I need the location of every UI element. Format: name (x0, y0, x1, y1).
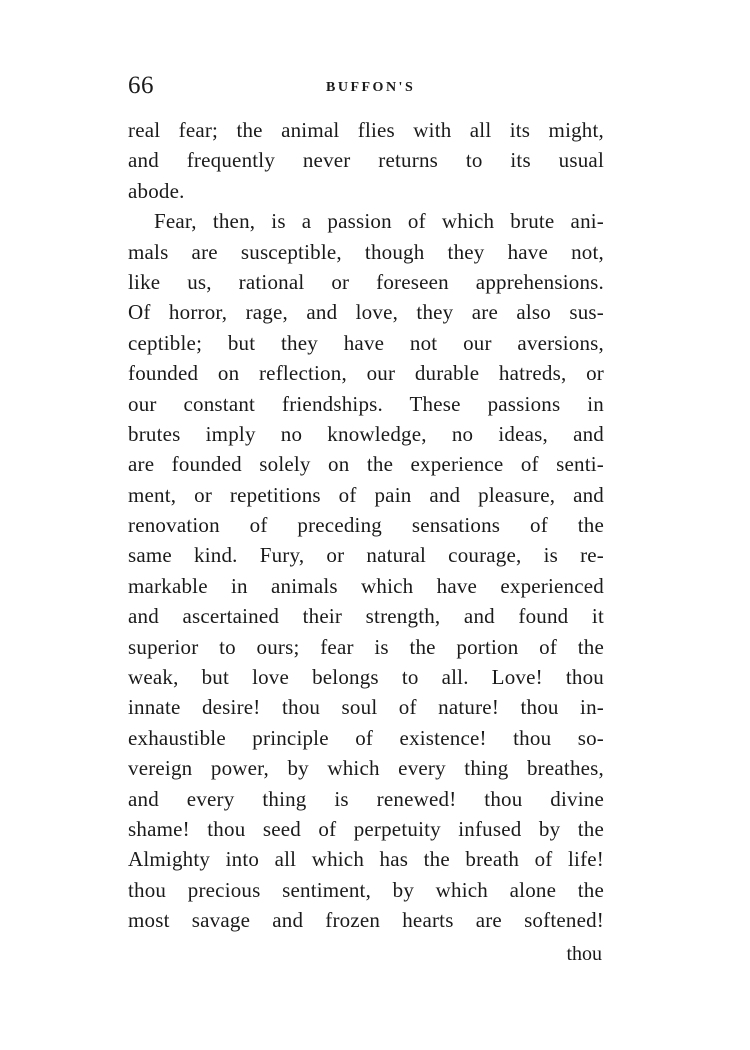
text-line: ceptible; but they have not our aversions, (128, 330, 604, 355)
page-header (128, 72, 608, 102)
text-line: abode. (128, 178, 185, 203)
text-line: real fear; the animal flies with all its might, (128, 118, 604, 142)
text-line: our constant friendships. These passions in (128, 391, 604, 416)
text-line: exhaustible principle of existence! thou so- (128, 725, 604, 750)
page-number: 66 (128, 72, 154, 99)
text-line: weak, but love belongs to all. Love! thou (128, 665, 604, 690)
text-line: same kind. Fury, or natural courage, is re- (128, 543, 604, 568)
body-text (128, 115, 604, 936)
text-line: Fear, then, is a passion of which brute ani- (154, 209, 604, 234)
text-line: most savage and frozen hearts are softened! (128, 908, 604, 933)
text-line: Of horror, rage, and love, they are also sus- (128, 300, 604, 325)
text-line: mals are susceptible, though they have not, (128, 239, 604, 264)
text-line: vereign power, by which every thing breathes, (128, 756, 604, 781)
text-line: founded on reflection, our durable hatreds, or (128, 361, 604, 386)
text-line: and every thing is renewed! thou divine (128, 786, 604, 811)
text-line: renovation of preceding sensations of the (128, 513, 604, 538)
text-line: superior to ours; fear is the portion of the (128, 634, 604, 659)
text-line: thou precious sentiment, by which alone the (128, 877, 604, 902)
text-line: markable in animals which have experienced (128, 573, 604, 598)
text-line: and frequently never returns to its usual (128, 148, 604, 173)
text-line: Almighty into all which has the breath of life! (128, 847, 604, 872)
text-line: innate desire! thou soul of nature! thou in- (128, 695, 604, 720)
text-line: brutes imply no knowledge, no ideas, and (128, 421, 604, 446)
text-line: like us, rational or foreseen apprehensions. (128, 269, 604, 294)
text-line: shame! thou seed of perpetuity infused by the (128, 816, 604, 841)
catchword: thou (566, 943, 602, 965)
text-line: ment, or repetitions of pain and pleasure, and (128, 482, 604, 507)
text-line: are founded solely on the experience of senti- (128, 452, 604, 477)
running-head: BUFFON'S (326, 80, 416, 95)
text-line: and ascertained their strength, and found it (128, 604, 604, 629)
